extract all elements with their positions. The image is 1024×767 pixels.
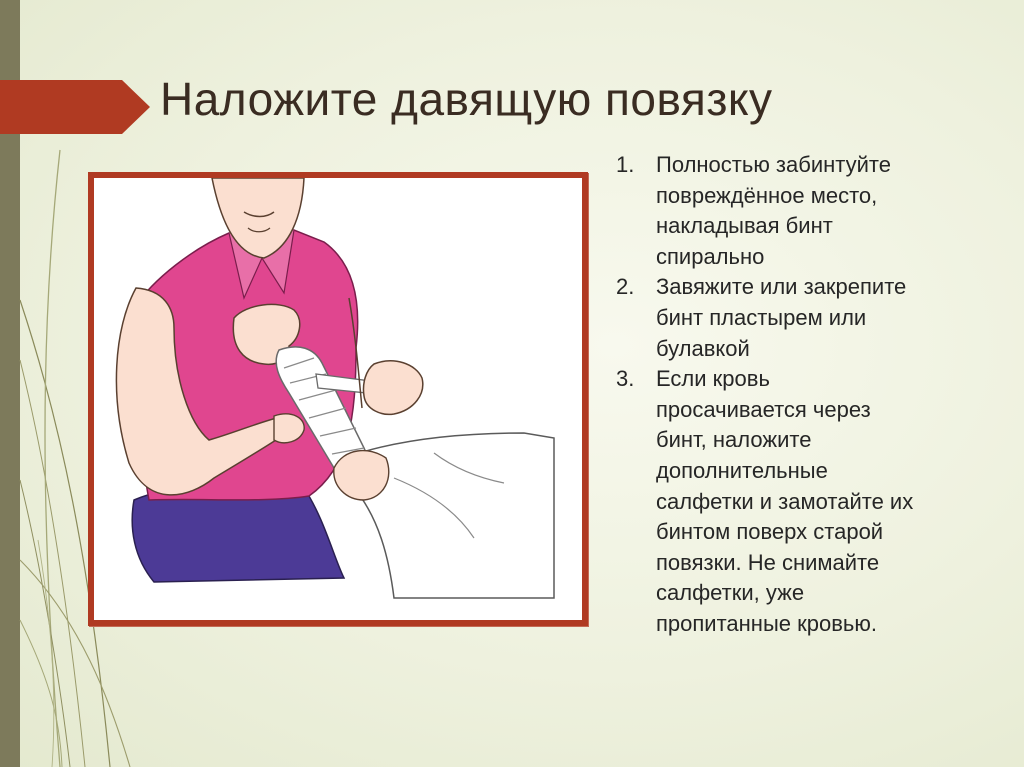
step-3-line: повязки. Не снимайте [656, 549, 880, 575]
step-3-line: дополнительные [656, 457, 828, 483]
step-3-line: Если кровь [656, 366, 770, 392]
step-2-line: бинт пластырем или [656, 304, 867, 330]
step-3-line: пропитанные кровью. [656, 610, 877, 636]
step-3-line: просачивается через [656, 396, 871, 422]
step-3-line: бинт, наложите [656, 427, 812, 453]
step-1-line: повреждённое место, [656, 182, 878, 208]
step-1-line: спирально [656, 243, 765, 269]
step-3-line: салфетки и замотайте их [656, 488, 914, 514]
step-3 [612, 364, 1012, 639]
step-1 [612, 150, 1012, 272]
title-arrow-shape [0, 80, 150, 134]
illustration-frame [88, 172, 588, 626]
step-number: 2. [616, 274, 635, 300]
step-number: 3. [616, 366, 635, 392]
step-1-line: Полностью забинтуйте [656, 152, 891, 177]
step-3-line: салфетки, уже [656, 580, 805, 606]
step-1-line: накладывая бинт [656, 213, 833, 239]
step-2 [612, 272, 1012, 364]
step-2-line: булавкой [656, 335, 750, 361]
slide-title: Наложите давящую повязку [160, 73, 773, 125]
step-number: 1. [616, 152, 635, 177]
instruction-steps [612, 150, 1012, 640]
bandaging-illustration [94, 178, 582, 620]
step-3-line: бинтом поверх старой [656, 519, 884, 545]
step-2-line: Завяжите или закрепите [656, 274, 907, 300]
